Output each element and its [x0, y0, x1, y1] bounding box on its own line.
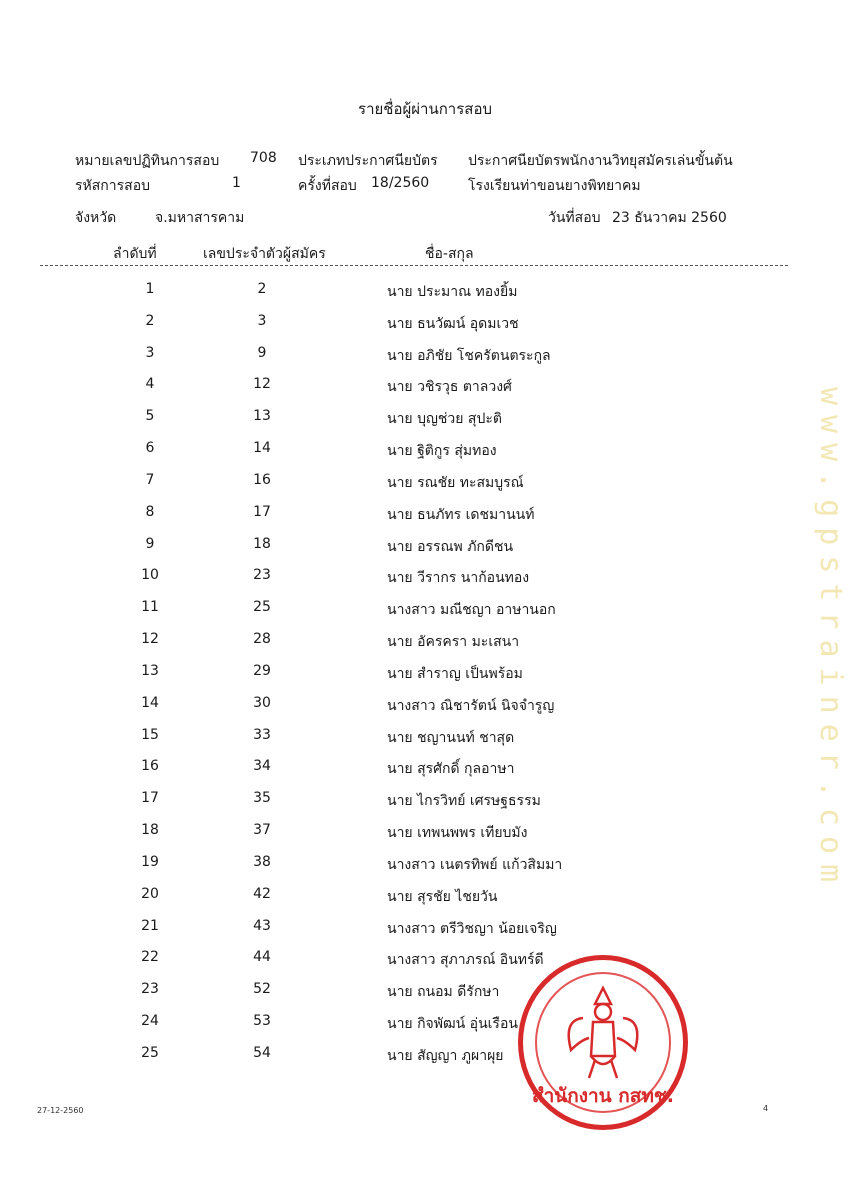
table-row: [0, 1013, 850, 1033]
row-order-number: 3: [145, 344, 155, 361]
row-order-number: 16: [141, 758, 159, 775]
row-applicant-id: 12: [253, 376, 271, 393]
table-row: [0, 758, 850, 778]
row-applicant-id: 13: [253, 408, 271, 425]
table-row: [0, 727, 850, 747]
row-order-number: 7: [145, 471, 155, 488]
table-row: [0, 281, 850, 301]
province-label: จังหวัด: [75, 210, 117, 226]
row-order-number: 15: [141, 726, 159, 743]
row-order-number: 19: [141, 853, 159, 870]
row-full-name: นาย วชิรวุธ ตาลวงศ์: [387, 379, 512, 396]
row-full-name: นางสาว มณีชญา อาษานอก: [387, 602, 556, 619]
row-applicant-id: 3: [257, 312, 267, 329]
row-applicant-id: 14: [253, 440, 271, 457]
venue: โรงเรียนท่าขอนยางพิทยาคม: [468, 178, 641, 194]
row-applicant-id: 23: [253, 567, 271, 584]
row-applicant-id: 28: [253, 631, 271, 648]
row-order-number: 20: [141, 885, 159, 902]
table-row: [0, 504, 850, 524]
row-full-name: นาย สุรศักดิ์ กุลอาษา: [387, 761, 515, 778]
row-order-number: 6: [145, 440, 155, 457]
row-order-number: 1: [145, 281, 155, 297]
table-row: [0, 822, 850, 842]
row-full-name: นาย ธนภัทร เดชมานนท์: [387, 506, 535, 523]
row-applicant-id: 54: [253, 1044, 271, 1061]
footer-date: 27-12-2560: [37, 1106, 84, 1115]
row-order-number: 8: [145, 503, 155, 520]
table-row: [0, 1045, 850, 1065]
exam-date-label: วันที่สอบ: [548, 210, 601, 226]
table-row: [0, 536, 850, 556]
row-applicant-id: 9: [257, 344, 267, 361]
table-row: [0, 663, 850, 683]
row-full-name: นาย สำราญ เป็นพร้อม: [387, 665, 523, 682]
row-full-name: นาย กิจพัฒน์ อุ่นเรือน: [387, 1016, 518, 1033]
table-row: [0, 376, 850, 396]
row-full-name: นาย วีรากร นาก้อนทอง: [387, 570, 530, 587]
row-applicant-id: 33: [253, 726, 271, 743]
column-header-order: ลำดับที่: [113, 246, 157, 262]
row-order-number: 12: [141, 631, 159, 648]
table-row: [0, 567, 850, 587]
table-row: [0, 345, 850, 365]
row-full-name: นางสาว ณิชารัตน์ นิจจำรูญ: [387, 697, 555, 714]
row-applicant-id: 17: [253, 503, 271, 520]
row-full-name: นาย ธนวัฒน์ อุดมเวช: [387, 315, 519, 332]
row-order-number: 2: [145, 312, 155, 329]
province-value: จ.มหาสารคาม: [155, 210, 245, 226]
exam-code-label: รหัสการสอบ: [75, 178, 150, 194]
exam-calendar-label: หมายเลขปฏิทินการสอบ: [75, 153, 220, 169]
row-order-number: 10: [141, 567, 159, 584]
table-row: [0, 790, 850, 810]
row-order-number: 23: [141, 981, 159, 998]
table-row: [0, 472, 850, 492]
row-full-name: นาย ประมาณ ทองยิ้ม: [387, 284, 518, 300]
row-full-name: นาย สุรชัย ไชยวัน: [387, 888, 498, 905]
table-row: [0, 918, 850, 938]
row-order-number: 13: [141, 662, 159, 679]
row-applicant-id: 42: [253, 885, 271, 902]
row-order-number: 22: [141, 949, 159, 966]
row-full-name: นาย อรรณพ ภักดีชน: [387, 538, 514, 555]
row-applicant-id: 44: [253, 949, 271, 966]
row-order-number: 17: [141, 790, 159, 807]
row-applicant-id: 18: [253, 535, 271, 552]
exam-code-value: 1: [232, 175, 241, 191]
table-row: [0, 854, 850, 874]
round-value: 18/2560: [371, 175, 430, 191]
row-applicant-id: 25: [253, 599, 271, 616]
footer-page-number: 4: [763, 1104, 769, 1113]
cert-type-label: ประเภทประกาศนียบัตร: [298, 153, 438, 169]
row-applicant-id: 30: [253, 694, 271, 711]
cert-type-value: ประกาศนียบัตรพนักงานวิทยุสมัครเล่นขั้นต้น: [468, 153, 733, 169]
row-applicant-id: 16: [253, 471, 271, 488]
row-full-name: นาย ถนอม ดีรักษา: [387, 984, 500, 1001]
row-applicant-id: 37: [253, 822, 271, 839]
row-applicant-id: 2: [257, 281, 267, 297]
row-full-name: นางสาว เนตรทิพย์ แก้วสิมมา: [387, 856, 563, 873]
page-title: รายชื่อผู้ผ่านการสอบ: [358, 100, 492, 118]
table-row: [0, 949, 850, 969]
row-order-number: 5: [145, 408, 155, 425]
table-row: [0, 631, 850, 651]
row-full-name: นาย ไกรวิทย์ เศรษฐธรรม: [387, 793, 541, 810]
column-header-applicant-id: เลขประจำตัวผู้สมัคร: [203, 246, 326, 262]
row-full-name: นาย รณชัย ทะสมบูรณ์: [387, 474, 524, 491]
row-order-number: 4: [145, 376, 155, 393]
row-full-name: นาย สัญญา ภูผาผุย: [387, 1047, 504, 1064]
row-full-name: นาย อัครครา มะเสนา: [387, 634, 520, 651]
row-order-number: 14: [141, 694, 159, 711]
table-row: [0, 695, 850, 715]
table-row: [0, 886, 850, 906]
row-full-name: นาย อภิชัย โชครัตนตระกูล: [387, 347, 551, 364]
row-applicant-id: 53: [253, 1013, 271, 1030]
row-full-name: นาย เทพนพพร เทียบมัง: [387, 825, 528, 842]
round-label: ครั้งที่สอบ: [298, 178, 357, 194]
row-applicant-id: 29: [253, 662, 271, 679]
row-applicant-id: 35: [253, 790, 271, 807]
row-order-number: 24: [141, 1013, 159, 1030]
table-row: [0, 599, 850, 619]
seal-text: สำนักงาน กสทช.: [531, 1085, 675, 1107]
row-full-name: นาย ฐิติกูร สุ่มทอง: [387, 443, 497, 460]
table-row: [0, 408, 850, 428]
table-row: [0, 440, 850, 460]
row-order-number: 25: [141, 1044, 159, 1061]
row-full-name: นางสาว ตรีวิชญา น้อยเจริญ: [387, 920, 557, 937]
table-row: [0, 981, 850, 1001]
header-divider: [40, 265, 788, 266]
column-header-name: ชื่อ-สกุล: [425, 246, 474, 262]
row-full-name: นาย ชญานนท์ ชาสุด: [387, 729, 515, 746]
official-seal-stamp: [518, 955, 688, 1130]
exam-calendar-value: 708: [250, 150, 277, 166]
row-applicant-id: 43: [253, 917, 271, 934]
table-row: [0, 313, 850, 333]
row-full-name: นางสาว สุภาภรณ์ อินทร์ดี: [387, 952, 544, 969]
row-applicant-id: 34: [253, 758, 271, 775]
row-order-number: 21: [141, 917, 159, 934]
watermark: www.gpstrainer.com: [813, 387, 848, 893]
exam-date-value: 23 ธันวาคม 2560: [612, 210, 727, 226]
row-applicant-id: 38: [253, 853, 271, 870]
row-order-number: 18: [141, 822, 159, 839]
row-order-number: 9: [145, 535, 155, 552]
row-applicant-id: 52: [253, 981, 271, 998]
row-full-name: นาย บุญช่วย สุปะติ: [387, 411, 502, 428]
row-order-number: 11: [141, 599, 159, 616]
